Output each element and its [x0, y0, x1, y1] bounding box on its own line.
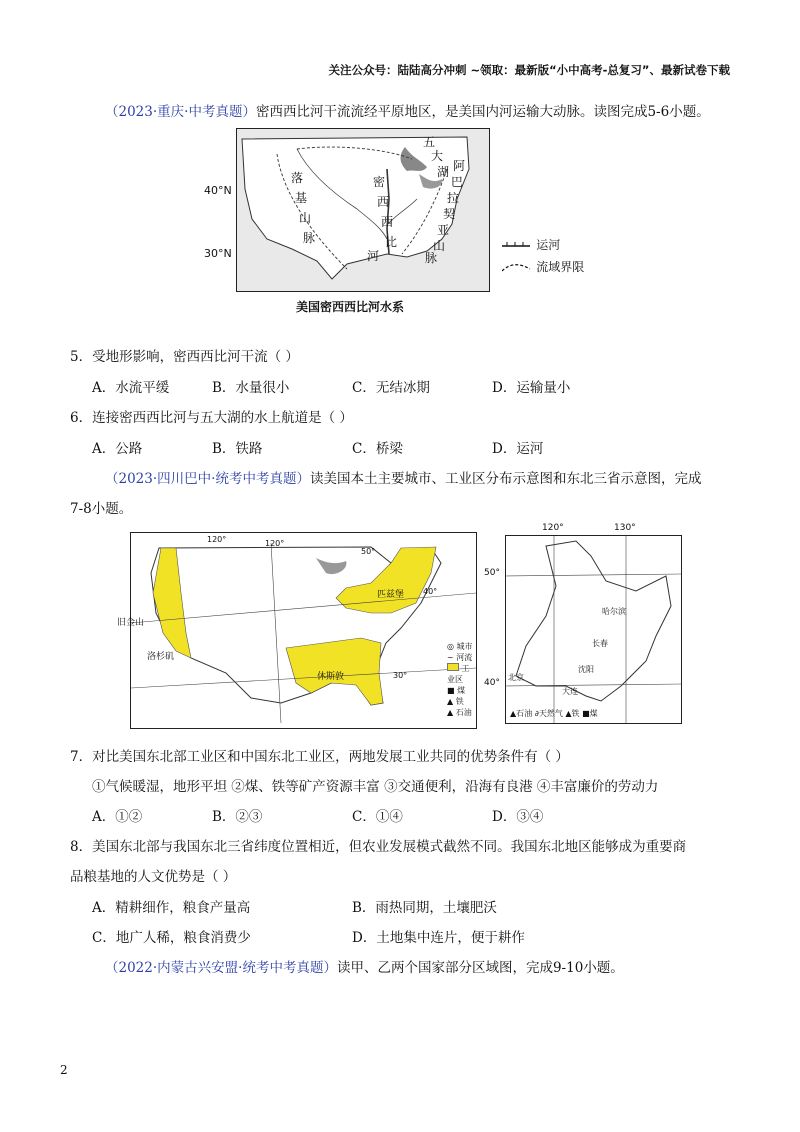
legend-basin [502, 258, 584, 275]
source-tag: （2022·内蒙古兴安盟·统考中考真题） [105, 960, 337, 976]
q8-option-a: A．精耕细作，粮食产量高 [92, 900, 251, 916]
q7-option-b: B．②③ [212, 809, 263, 825]
legend-river: ~ 河流 [447, 653, 473, 662]
q6-option-d: D．运河 [492, 441, 544, 457]
legend-oil: ▲ 石油 [447, 708, 472, 717]
city-la: 洛杉矶 [147, 652, 175, 662]
deg-130: 130° [614, 523, 636, 533]
q7-choices: ①气候暖湿，地形平坦 ②煤、铁等矿产资源丰富 ③交通便利，沿海有良港 ④丰富廉价的劳动力 [92, 779, 659, 795]
label-hu: 湖 [437, 165, 450, 179]
deg-30: 30° [393, 671, 408, 680]
mississippi-map [236, 128, 490, 292]
page-number: 2 [60, 1063, 68, 1077]
city-dalian: 大连 [562, 687, 578, 696]
q5-option-b: B．水量很小 [212, 380, 290, 396]
deg-120: 120° [542, 523, 564, 533]
city-changchun: 长春 [592, 639, 608, 648]
intro-text: 读美国本土主要城市、工业区分布示意图和东北三省示意图，完成 [309, 471, 702, 487]
label-xi1: 西 [377, 195, 390, 209]
q8-option-b: B．雨热同期，土壤肥沃 [352, 900, 497, 916]
source-tag: （2023·四川巴中·统考中考真题） [105, 471, 310, 487]
label-mi: 密 [373, 175, 386, 189]
q5-option-a: A．水流平缓 [92, 380, 170, 396]
q7-option-d: D．③④ [492, 809, 544, 825]
page-header: 关注公众号：陆陆高分冲刺 ~领取：最新版“小中高考-总复习”、最新试卷下载 [328, 63, 730, 77]
label-ji: 基 [295, 191, 308, 205]
deg-50: 50° [484, 568, 500, 578]
city-harbin: 哈尔滨 [602, 607, 626, 616]
q5-option-d: D．运输量小 [492, 380, 571, 396]
label-luo: 落 [291, 171, 304, 185]
legend-canal-label: 运河 [536, 238, 561, 252]
legend-iron: ▲ 铁 [447, 697, 464, 706]
q6-option-c: C．桥梁 [352, 441, 403, 457]
label-bi: 比 [385, 235, 398, 249]
label-da: 大 [431, 149, 444, 163]
ne-china-map [484, 523, 682, 724]
q5-stem: 5．受地形影响，密西西比河干流（ ） [70, 349, 299, 365]
usa-industry-map [117, 532, 477, 729]
intro-9-10 [105, 956, 624, 976]
intro-text: 密西西比河干流流经平原地区，是美国内河运输大动脉。读图完成5-6小题。 [255, 104, 710, 120]
deg-120-left: 120° [207, 535, 227, 544]
label-he: 河 [367, 249, 380, 263]
city-shenyang: 沈阳 [578, 665, 594, 674]
usa-industry-map-svg [131, 533, 476, 728]
q7-stem: 7．对比美国东北部工业区和中国东北工业区，两地发展工业共同的优势条件有（ ） [70, 749, 569, 765]
lat-30: 30°N [204, 247, 232, 260]
ne-china-map-svg [506, 536, 681, 723]
q6-option-a: A．公路 [92, 441, 143, 457]
label-mai2: 脉 [425, 251, 438, 265]
label-xi2: 西 [381, 215, 394, 229]
intro-7-8-cont: 7-8小题。 [70, 501, 133, 517]
lat-40: 40°N [204, 184, 232, 197]
q8-stem: 8．美国东北部与我国东北三省纬度位置相近，但农业发展模式截然不同。我国东北地区能够成为重要商 [70, 839, 687, 855]
q6-option-b: B．铁路 [212, 441, 263, 457]
map1-caption: 美国密西西比河水系 [296, 300, 405, 314]
intro-7-8 [105, 467, 701, 487]
map2-legend [447, 641, 476, 718]
q8-option-d: D．土地集中连片，便于耕作 [352, 930, 525, 946]
source-tag: （2023·重庆·中考真题） [105, 104, 256, 120]
label-mai: 脉 [303, 231, 316, 245]
label-ya: 亚 [437, 223, 450, 237]
q6-stem: 6．连接密西西比河与五大湖的水上航道是（ ） [70, 410, 353, 426]
deg-top: 120° [265, 539, 285, 548]
deg-40: 40° [423, 587, 438, 596]
city-sf: 旧金山 [117, 618, 145, 628]
label-a: 阿 [453, 159, 466, 173]
city-houston: 休斯敦 [317, 672, 345, 682]
label-shan: 山 [299, 211, 312, 225]
label-wu: 五 [423, 135, 436, 149]
legend-industry: 工业区 [447, 664, 470, 684]
label-shan2: 山 [433, 239, 446, 253]
legend-coal: ■ 煤 [447, 686, 466, 695]
q5-option-c: C．无结冰期 [352, 380, 430, 396]
label-la: 拉 [447, 191, 460, 205]
intro-text: 读甲、乙两个国家部分区域图，完成9-10小题。 [336, 960, 624, 976]
legend-basin-label: 流域界限 [536, 260, 585, 274]
q8-option-c: C．地广人稀，粮食消费少 [92, 930, 251, 946]
q7-option-a: A．①② [92, 809, 143, 825]
deg-40: 40° [484, 678, 500, 688]
intro-5-6 [105, 100, 710, 120]
legend-city: ◎ 城市 [447, 642, 473, 651]
q7-option-c: C．①④ [352, 809, 403, 825]
city-beijing: 北京 [508, 673, 524, 682]
city-pittsburgh: 匹兹堡 [377, 590, 405, 600]
label-ba: 巴 [451, 175, 464, 189]
map3-legend: ▲石油 ∂天然气 ▲铁 ■煤 [510, 709, 598, 718]
label-qi: 契 [443, 207, 456, 221]
legend-canal [502, 236, 560, 253]
deg-50: 50° [361, 547, 376, 556]
q8-stem-cont: 品粮基地的人文优势是（ ） [70, 869, 237, 885]
